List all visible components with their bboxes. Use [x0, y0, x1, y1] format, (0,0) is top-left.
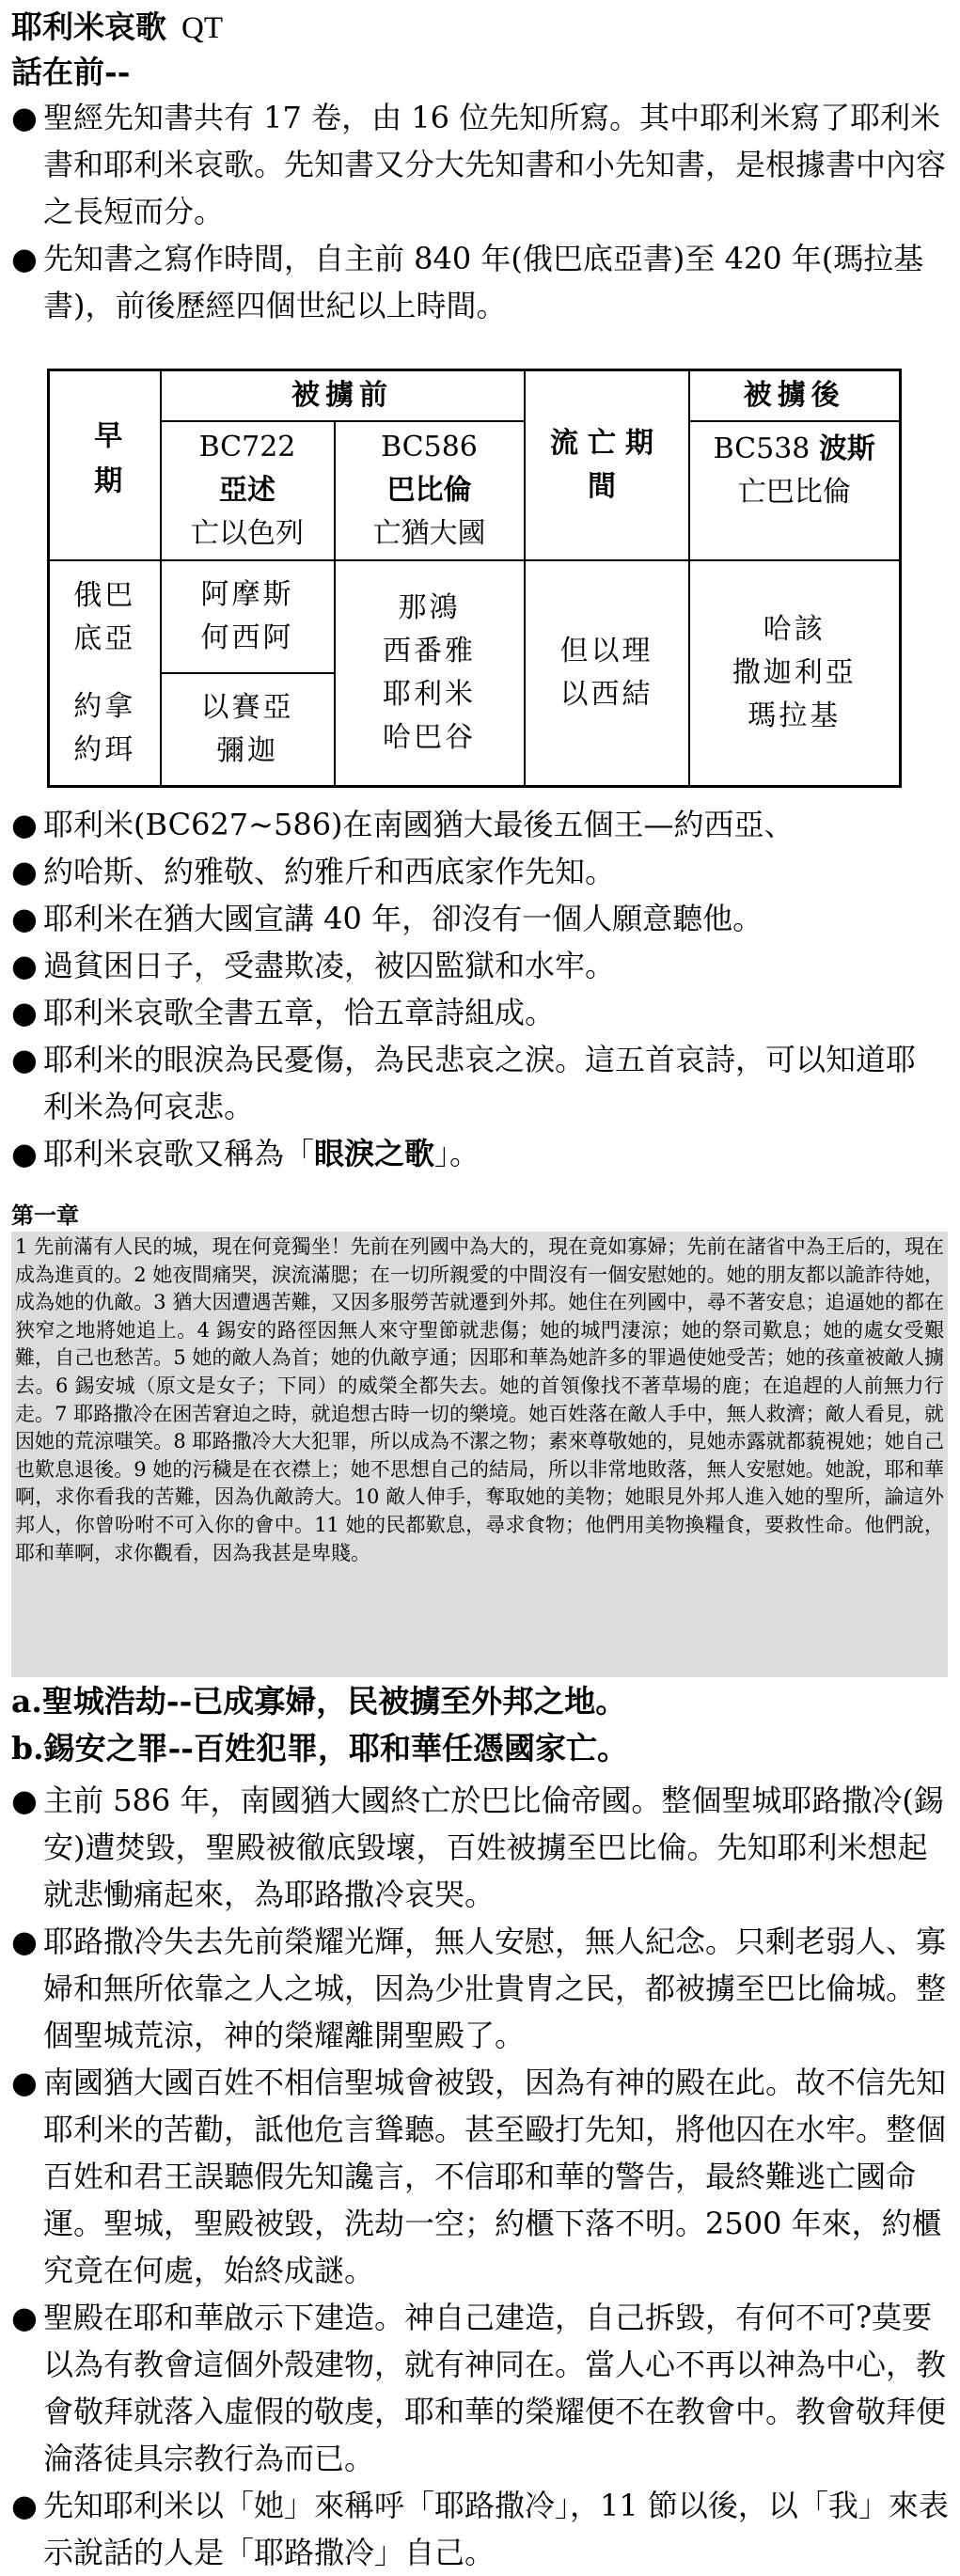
exile-period-header — [525, 370, 689, 560]
list-item: ● 耶利米哀歌全書五章，恰五章詩組成。 — [11, 989, 952, 1036]
point-a: a.聖城浩劫--已成寡婦，民被擄至外邦之地。 — [11, 1683, 627, 1720]
bullet-icon: ● — [11, 901, 38, 936]
jeremiah-bullet-list — [11, 801, 952, 1177]
tears-song-emphasis: 眼淚之歌 — [314, 1136, 435, 1171]
prophet-name: 彌迦 — [216, 733, 278, 767]
scripture-passage: 1 先前滿有人民的城，現在何竟獨坐！先前在列國中為大的，現在竟如寡婦；先前在諸省中為王后的，現在成為進貢的。2 她夜間痛哭，淚流滿腮；在一切所親愛的中間沒有一個安慰她的。她的朋友都以詭詐待她，成為她的仇敵。3 猶大因遭遇苦難，又因多服勞苦就遷到外邦。她住在列國中，尋不著安息；追逼她的都在狹窄之地將她追上。4 錫安的路徑因無人來守聖節就悲傷；她的城門淒涼；她的祭司歎息；她的處女受艱難，自己也愁苦。5 她的敵人為首；她的仇敵亨通；因耶和華為她許多的罪過使她受苦；她的孩童被敵人擄去。6 錫安城（原文是女子；下同）的威榮全都失去。她的首領像找不著草場的鹿；在追趕的人前無力行走。7 耶路撒冷在困苦窘迫之時，就追想古時一切的樂境。她百姓落在敵人手中，無人救濟；敵人看見，就因她的荒涼嗤笑。8 耶路撒冷大大犯罪，所以成為不潔之物；素來尊敬她的，見她赤露就都藐視她；她自己也歎息退後。9 她的污穢是在衣襟上；她不思想自己的結局，所以非常地敗落，無人安慰她。她說，耶和華啊，求你看我的苦難，因為仇敵誇大。10 敵人伸手，奪取她的美物；她眼見外邦人進入她的聖所，論這外邦人，你曾吩咐不可入你的會中。11 她的民都歎息，尋求食物；他們用美物換糧食，要救性命。他們說，耶和華啊，求你觀看，因為我甚是卑賤。 — [11, 1232, 948, 1677]
bullet-icon: ● — [11, 854, 38, 889]
list-item: ● 南國猶大國百姓不相信聖城會被毀，因為有神的殿在此。故不信先知耶利米的苦勸，詆他危言聳聽。甚至毆打先知，將他囚在水牢。整個百姓和君王誤聽假先知讒言，不信耶和華的警告，最終難逃亡國命運。聖城，聖殿被毀，洗劫一空；約櫃下落不明。2500 年來，約櫃究竟在何處，始終成謎。 — [11, 2059, 952, 2294]
bullet-icon: ● — [11, 2065, 38, 2100]
bullet-icon: ● — [11, 807, 38, 842]
list-item: ● 耶利米(BC627~586)在南國猶大最後五個王—約西亞、 — [11, 801, 952, 848]
list-item: ● 聖經先知書共有 17 卷，由 16 位先知所寫。其中耶利米寫了耶利米書和耶利米哀歌。先知書又分大先知書和小先知書，是根據書中內容之長短而分。 — [11, 94, 952, 235]
prophet-name: 俄巴 — [73, 578, 136, 612]
post-exile-prophets-cell — [689, 560, 901, 787]
prophet-name: 但以理 — [559, 634, 653, 668]
assyria-prophets-cell — [161, 560, 335, 787]
early-period-header — [49, 370, 161, 560]
persia-year: BC538 — [713, 432, 810, 465]
prophet-name: 撒迦利亞 — [732, 655, 857, 689]
list-item: ● 耶利米的眼淚為民憂傷，為民悲哀之淚。這五首哀詩，可以知道耶利米為何哀悲。 — [11, 1036, 927, 1130]
persia-note: 亡巴比倫 — [737, 475, 851, 509]
bullet-icon: ● — [11, 1783, 38, 1818]
prophet-name: 哈巴谷 — [383, 720, 476, 754]
babylon-name: 巴比倫 — [386, 473, 472, 507]
persia-cell — [689, 421, 901, 560]
point-b: b.錫安之罪--百姓犯罪，耶和華任憑國家亡。 — [11, 1730, 628, 1767]
after-captivity-header: 被擄後 — [689, 370, 901, 421]
early-prophets-cell — [49, 560, 161, 787]
bullet-icon: ● — [11, 1042, 38, 1077]
bullet-icon: ● — [11, 1924, 38, 1959]
prophets-timeline-table — [47, 369, 902, 788]
list-item: ● 先知書之寫作時間，自主前 840 年(俄巴底亞書)至 420 年(瑪拉基書)，前後歷經四個世紀以上時間。 — [11, 235, 952, 329]
bullet-icon: ● — [11, 995, 38, 1030]
document-title — [11, 6, 223, 50]
list-item: ● 先知耶利米以「她」來稱呼「耶路撒冷」，11 節以後，以「我」來表示說話的人是「耶路撒冷」自己。 — [11, 2482, 952, 2576]
bullet-icon: ● — [11, 100, 38, 135]
babylon-prophets-cell — [335, 560, 525, 787]
prophet-name: 以西結 — [559, 677, 653, 711]
before-captivity-header: 被擄前 — [161, 370, 525, 421]
prophet-name: 以賽亞 — [200, 690, 294, 724]
prophet-name: 阿摩斯 — [200, 577, 294, 611]
prophet-name: 約珥 — [73, 732, 136, 766]
section-heading: 話在前-- — [11, 54, 131, 90]
list-item: ● 過貧困日子，受盡欺凌，被囚監獄和水牢。 — [11, 942, 952, 989]
title-text: 耶利米哀歌 — [11, 8, 166, 45]
list-item: ● 耶路撒冷失去先前榮耀光輝，無人安慰，無人紀念。只剩老弱人、寡婦和無所依靠之人之城，因為少壯貴胄之民，都被擄至巴比倫城。整個聖城荒涼，神的榮耀離開聖殿了。 — [11, 1918, 952, 2059]
bullet-icon: ● — [11, 241, 38, 276]
prophet-name: 西番雅 — [383, 634, 476, 668]
title-code: QT — [181, 11, 223, 45]
exile-period-text: 流亡期間 — [550, 426, 663, 503]
prophet-name: 哈該 — [763, 612, 826, 646]
persia-name: 波斯 — [818, 432, 875, 465]
prophet-name: 耶利米 — [383, 677, 476, 711]
intro-bullet-list — [11, 94, 952, 329]
bullet-icon: ● — [11, 948, 38, 983]
prophet-name: 約拿 — [73, 689, 136, 723]
bullet-icon: ● — [11, 1136, 38, 1171]
chapter-heading: 第一章 — [11, 1202, 79, 1229]
babylon-year: BC586 — [381, 430, 478, 463]
list-item: ● 主前 586 年，南國猶大國終亡於巴比倫帝國。整個聖城耶路撒冷(錫安)遭焚毀，聖殿被徹底毀壞，百姓被擄至巴比倫。先知耶利米想起就悲慟痛起來，為耶路撒冷哀哭。 — [11, 1777, 952, 1918]
babylon-note: 亡猶大國 — [372, 516, 486, 550]
babylon-cell — [335, 421, 525, 560]
prophet-name: 何西阿 — [200, 620, 294, 654]
assyria-note: 亡以色列 — [191, 516, 304, 550]
list-item: ● 聖殿在耶和華啟示下建造。神自己建造，自己拆毀，有何不可?莫要以為有教會這個外殼建物，就有神同在。當人心不再以神為中心，教會敬拜就落入虛假的敬虔，耶和華的榮耀便不在教會中。教會敬拜便淪落徒具宗教行為而已。 — [11, 2294, 952, 2482]
bullet-icon: ● — [11, 2488, 38, 2523]
assyria-year: BC722 — [198, 430, 296, 463]
bullet-icon: ● — [11, 2300, 38, 2335]
assyria-cell — [161, 421, 335, 560]
commentary-bullet-list — [11, 1777, 952, 2576]
list-item: ● 耶利米哀歌又稱為「眼淚之歌」。 — [11, 1130, 952, 1177]
list-item: ● 耶利米在猶大國宣講 40 年，卻沒有一個人願意聽他。 — [11, 895, 952, 942]
prophet-name: 那鴻 — [398, 590, 461, 624]
prophet-name: 底亞 — [73, 621, 136, 655]
early-period-text: 早期 — [88, 419, 122, 510]
prophet-name: 瑪拉基 — [748, 699, 842, 732]
list-item: ● 約哈斯、約雅敬、約雅斤和西底家作先知。 — [11, 848, 952, 895]
exile-prophets-cell — [525, 560, 689, 787]
assyria-name: 亞述 — [219, 473, 275, 507]
